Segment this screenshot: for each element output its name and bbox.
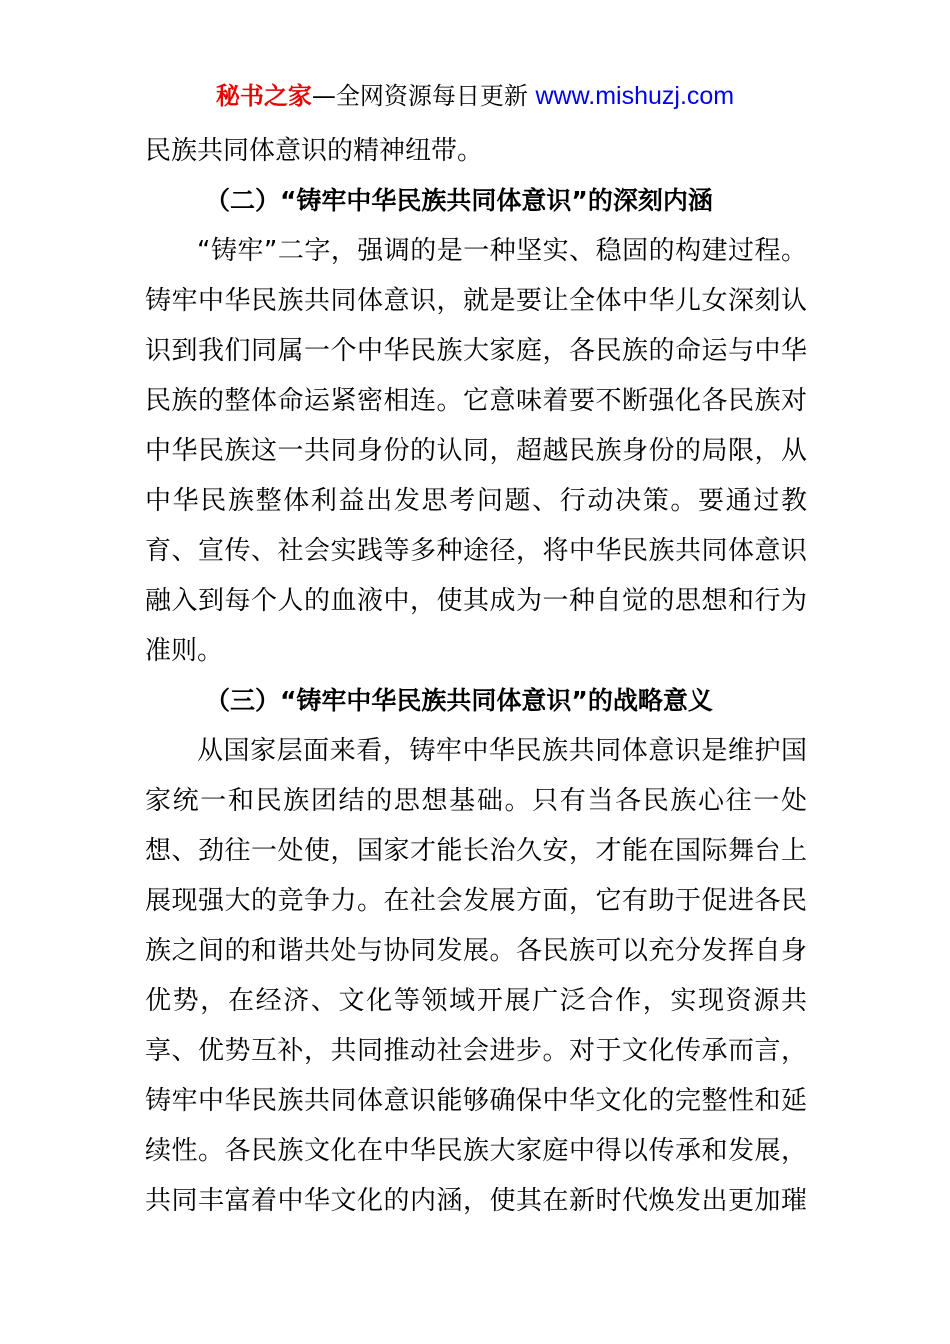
paragraph-line: 铸牢中华民族共同体意识，就是要让全体中华儿女深刻认 <box>145 286 807 316</box>
paragraph-line: 续性。各民族文化在中华民族大家庭中得以传承和发展， <box>145 1136 807 1166</box>
site-url[interactable]: www.mishuzj.com <box>535 82 735 110</box>
paragraph-line: 族之间的和谐共处与协同发展。各民族可以充分发挥自身 <box>145 936 807 966</box>
paragraph-line: 想、劲往一处使，国家才能长治久安，才能在国际舞台上 <box>145 836 807 866</box>
paragraph-line: 中华民族这一共同身份的认同，超越民族身份的局限，从 <box>145 436 807 466</box>
document-body <box>145 126 807 1226</box>
paragraph-line: 准则。 <box>145 636 224 666</box>
brand-name: 秘书之家 <box>215 82 312 110</box>
paragraph-line: 从国家层面来看，铸牢中华民族共同体意识是维护国 <box>197 736 807 766</box>
page-header <box>0 80 950 112</box>
paragraph-line: “铸牢”二字，强调的是一种坚实、稳固的构建过程。 <box>197 236 807 266</box>
paragraph-line: 民族共同体意识的精神纽带。 <box>145 136 484 166</box>
paragraph-line: 铸牢中华民族共同体意识能够确保中华文化的完整性和延 <box>145 1086 807 1116</box>
paragraph-line: 展现强大的竞争力。在社会发展方面，它有助于促进各民 <box>145 886 807 916</box>
paragraph-line: 育、宣传、社会实践等多种途径，将中华民族共同体意识 <box>145 536 807 566</box>
section-heading: （二）“铸牢中华民族共同体意识”的深刻内涵 <box>205 186 713 215</box>
paragraph-line: 享、优势互补，共同推动社会进步。对于文化传承而言， <box>145 1036 807 1066</box>
paragraph-line: 共同丰富着中华文化的内涵，使其在新时代焕发出更加璀 <box>145 1186 807 1216</box>
paragraph-line: 识到我们同属一个中华民族大家庭，各民族的命运与中华 <box>145 336 807 366</box>
paragraph-line: 优势，在经济、文化等领域开展广泛合作，实现资源共 <box>145 986 807 1016</box>
paragraph-line: 家统一和民族团结的思想基础。只有当各民族心往一处 <box>145 786 807 816</box>
paragraph-line: 融入到每个人的血液中，使其成为一种自觉的思想和行为 <box>145 586 807 616</box>
paragraph-line: 民族的整体命运紧密相连。它意味着要不断强化各民族对 <box>145 386 807 416</box>
section-heading: （三）“铸牢中华民族共同体意识”的战略意义 <box>205 686 713 715</box>
paragraph-line: 中华民族整体利益出发思考问题、行动决策。要通过教 <box>145 486 807 516</box>
header-tagline: —全网资源每日更新 <box>311 82 528 110</box>
